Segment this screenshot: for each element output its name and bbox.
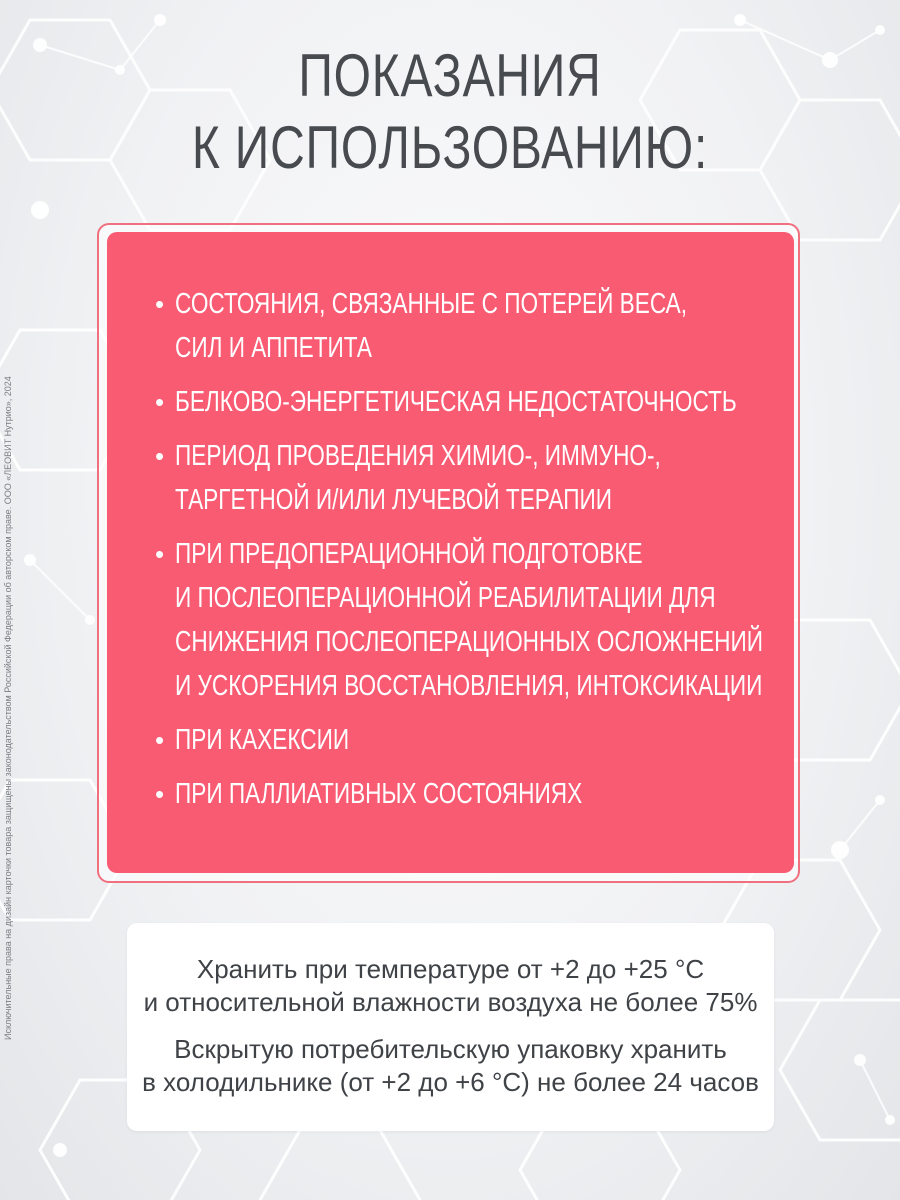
- indication-text: ПЕРИОД ПРОВЕДЕНИЯ ХИМИО-, ИММУНО-, ТАРГЕТНОЙ И/ИЛИ ЛУЧЕВОЙ ТЕРАПИИ: [175, 440, 661, 516]
- list-item: [155, 380, 795, 424]
- list-item: [155, 434, 795, 522]
- indications-list: [155, 282, 795, 826]
- bullet-icon: •: [155, 441, 165, 471]
- bullet-icon: •: [155, 725, 165, 755]
- indication-text: ПРИ ПРЕДОПЕРАЦИОННОЙ ПОДГОТОВКЕ И ПОСЛЕОПЕРАЦИОННОЙ РЕАБИЛИТАЦИИ ДЛЯ СНИЖЕНИЯ ПОСЛЕОПЕРАЦИОННЫХ ОСЛОЖНЕНИЙ И УСКОРЕНИЯ ВОССТАНОВЛЕНИЯ, ИНТОКСИКАЦИИ: [175, 538, 764, 702]
- page-title: [0, 40, 900, 184]
- list-item: [155, 532, 795, 708]
- indications-card: [107, 232, 794, 873]
- bullet-icon: •: [155, 387, 165, 417]
- storage-info-box: [127, 923, 774, 1131]
- list-item: [155, 772, 795, 816]
- indication-text: ПРИ ПАЛЛИАТИВНЫХ СОСТОЯНИЯХ: [175, 778, 583, 810]
- bullet-icon: •: [155, 779, 165, 809]
- copyright-notice: Исключительные права на дизайн карточки товара защищены законодательством Российской Федерации об авторском праве. ООО «ЛЕОВИТ Нутрио», 2024: [3, 376, 13, 1040]
- list-item: [155, 282, 795, 370]
- bullet-icon: •: [155, 289, 165, 319]
- list-item: [155, 718, 795, 762]
- title-line-2: К ИСПОЛЬЗОВАНИЮ:: [191, 114, 709, 181]
- bullet-icon: •: [155, 539, 165, 569]
- title-line-1: ПОКАЗАНИЯ: [298, 42, 602, 109]
- storage-conditions-text: Хранить при температуре от +2 до +25 °С и относительной влажности воздуха не более 75%: [143, 954, 758, 1017]
- opened-package-text: Вскрытую потребительскую упаковку хранить в холодильнике (от +2 до +6 °С) не более 24 часов: [142, 1034, 759, 1097]
- indication-text: ПРИ КАХЕКСИИ: [175, 724, 350, 756]
- indication-text: СОСТОЯНИЯ, СВЯЗАННЫЕ С ПОТЕРЕЙ ВЕСА, СИЛ И АППЕТИТА: [175, 288, 688, 364]
- indication-text: БЕЛКОВО-ЭНЕРГЕТИЧЕСКАЯ НЕДОСТАТОЧНОСТЬ: [175, 386, 737, 418]
